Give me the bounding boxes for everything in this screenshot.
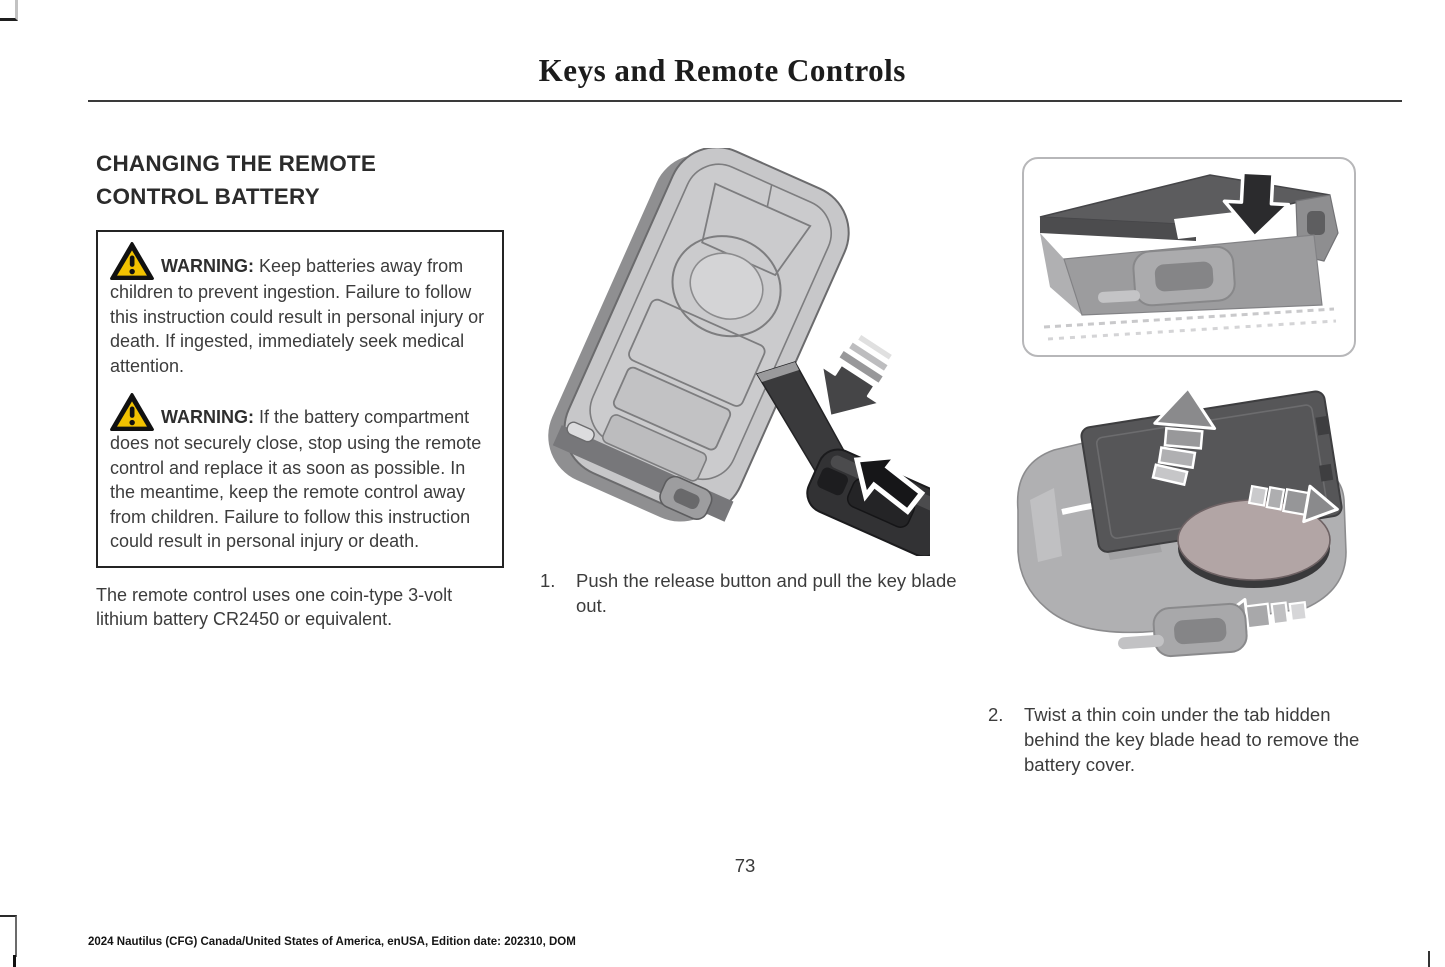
edition-footer: 2024 Nautilus (CFG) Canada/United States of America, enUSA, Edition date: 202310, DOM <box>88 936 576 948</box>
key-fob-illustration <box>545 148 930 556</box>
crop-tick-bottom-right <box>1428 951 1430 967</box>
warning-triangle-icon <box>110 393 154 431</box>
crop-mark-top-left <box>0 0 18 21</box>
page-number: 73 <box>734 855 756 876</box>
warning-box <box>96 230 504 568</box>
keyring-loop <box>1132 246 1236 307</box>
keyring-loop <box>1153 603 1248 657</box>
chapter-title: Keys and Remote Controls <box>538 52 907 88</box>
warning-text: If the battery compartment does not securely close, stop using the remote control and replace it as soon as possible. In the meantime, keep the remote control away from children. Failure to follow this instruction could result in personal injury or death. <box>110 407 482 551</box>
battery-cover-removal-illustration <box>1000 380 1375 676</box>
left-column <box>96 147 504 632</box>
fob-slot-closeup-illustration <box>1024 159 1350 351</box>
step-number: 2. <box>988 704 1004 725</box>
step-item-1 <box>540 568 964 618</box>
warning-triangle-icon <box>110 242 154 280</box>
step-text: Twist a thin coin under the tab hidden behind the key blade head to remove the battery cover. <box>1024 704 1360 775</box>
warning-label: WARNING: <box>161 407 254 427</box>
battery-note: The remote control uses one coin-type 3-volt lithium battery CR2450 or equivalent. <box>96 584 453 629</box>
step-item-2 <box>988 702 1390 777</box>
step-text: Push the release button and pull the key blade out. <box>576 570 957 616</box>
fob-slot-closeup-frame <box>1022 157 1356 357</box>
section-title: CHANGING THE REMOTE CONTROL BATTERY <box>96 151 377 209</box>
warning-text: Keep batteries away from children to prevent ingestion. Failure to follow this instruction could result in personal injury or death. If ingested, immediately seek medical attention. <box>110 256 485 376</box>
warning-label: WARNING: <box>161 256 254 276</box>
warning-paragraph <box>110 393 490 554</box>
header-rule <box>88 100 1402 102</box>
step-number: 1. <box>540 570 556 591</box>
warning-paragraph <box>110 242 490 378</box>
crop-tick-bottom-left <box>13 955 16 967</box>
crop-mark-bottom-left <box>0 915 17 957</box>
page-header <box>0 52 1445 89</box>
